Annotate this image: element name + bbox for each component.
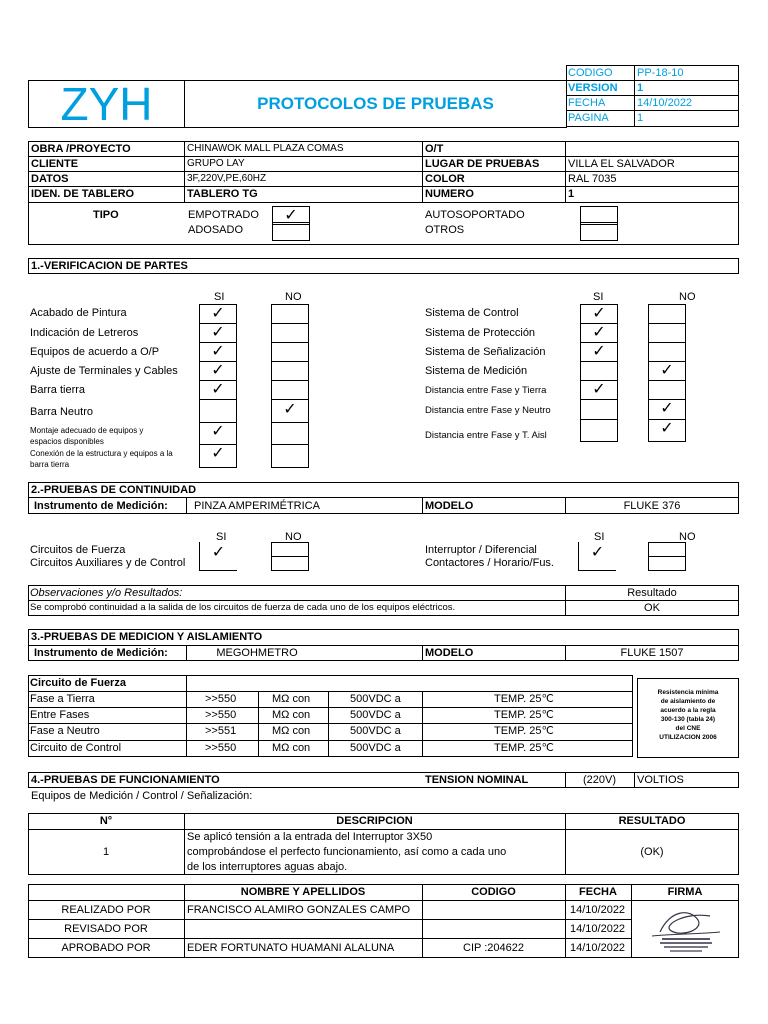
voltios-label: VOLTIOS [637, 774, 684, 786]
row-unit: MΩ con [272, 725, 311, 737]
section-4-title: 4.-PRUEBAS DE FUNCIONAMIENTO [31, 774, 220, 786]
color-value: RAL 7035 [568, 173, 617, 185]
adosado-checkbox[interactable] [272, 222, 310, 241]
si-sistema-senalizacion[interactable]: ✓ [580, 342, 618, 362]
row-name: Fase a Tierra [30, 693, 95, 705]
datos-value: 3F,220V,PE,60HZ [187, 173, 267, 184]
circuito-fuerza-label: Circuito de Fuerza [30, 677, 126, 689]
numero-value: 1 [568, 188, 575, 200]
no-barra-tierra[interactable] [271, 380, 309, 400]
si-header-right: SI [593, 291, 604, 303]
note-line: 300-130 (tabla 24) [660, 716, 716, 723]
no-sistema-medicion[interactable]: ✓ [648, 361, 686, 381]
row-volt: 500VDC a [350, 709, 401, 721]
descripcion-header: DESCRIPCION [336, 815, 413, 827]
no-distancia-neutro[interactable]: ✓ [648, 399, 686, 420]
row-value: >>550 [205, 709, 237, 721]
row-temp: TEMP. 25℃ [494, 709, 554, 721]
row-volt: 500VDC a [350, 693, 401, 705]
no-header-left: NO [285, 291, 302, 303]
nombre-value: FRANCISCO ALAMIRO GONZALES CAMPO [187, 904, 411, 916]
lugar-value: VILLA EL SALVADOR [568, 158, 675, 170]
codigo-header: CODIGO [471, 886, 516, 898]
resultado-label: Resultado [627, 587, 677, 599]
item-equipos: Equipos de acuerdo a O/P [30, 346, 160, 358]
row-unit: MΩ con [272, 742, 311, 754]
observaciones-label: Observaciones y/o Resultados: [30, 587, 183, 599]
page-title: PROTOCOLOS DE PRUEBAS [257, 94, 494, 113]
fecha-value: 14/10/2022 [570, 942, 626, 954]
si-conexion[interactable]: ✓ [199, 444, 237, 468]
instrumento-label: Instrumento de Medición: [34, 500, 168, 512]
no-equipos[interactable] [271, 342, 309, 362]
iden-value: TABLERO TG [187, 188, 258, 200]
row-temp: TEMP. 25℃ [494, 742, 554, 754]
item-sistema-medicion: Sistema de Medición [425, 365, 528, 377]
instrumento-label-3: Instrumento de Medición: [34, 647, 168, 659]
circuitos-auxiliares: Circuitos Auxiliares y de Control [30, 557, 186, 569]
row-volt: 500VDC a [350, 742, 401, 754]
row-name: Circuito de Control [30, 742, 122, 754]
rol-label: APROBADO POR [61, 942, 151, 954]
no-terminales[interactable] [271, 361, 309, 381]
item-terminales: Ajuste de Terminales y Cables [30, 365, 178, 377]
row-name: Fase a Neutro [30, 725, 100, 737]
si-montaje[interactable]: ✓ [199, 422, 237, 445]
datos-label: DATOS [31, 173, 69, 185]
nombre-value: EDER FORTUNATO HUAMANI ALALUNA [187, 942, 395, 954]
codigo-value: PP-18-10 [637, 67, 684, 79]
si-continuidad-fuerza[interactable]: ✓ [199, 542, 237, 571]
color-label: COLOR [425, 173, 465, 185]
no-sistema-control[interactable] [648, 304, 686, 324]
resultado-value: OK [644, 602, 660, 614]
descripcion-line: comprobándose el perfecto funcionamiento, así como a cada uno [187, 846, 507, 858]
no-header-right: NO [679, 531, 696, 543]
codigo-label: CODIGO [568, 67, 613, 79]
contactores: Contactores / Horario/Fus. [425, 557, 554, 569]
iden-label: IDEN. DE TABLERO [31, 188, 135, 200]
no-sistema-proteccion[interactable] [648, 323, 686, 343]
row-value: >>551 [205, 725, 237, 737]
row-unit: MΩ con [272, 709, 311, 721]
cliente-label: CLIENTE [31, 158, 79, 170]
descripcion-line: de los interruptores aguas abajo. [187, 861, 348, 873]
note-line: acuerdo a la regla [660, 707, 716, 714]
codigo-value: CIP :204622 [463, 942, 524, 954]
no-conexion[interactable] [271, 444, 309, 468]
rol-label: REALIZADO POR [61, 904, 151, 916]
no-barra-neutro[interactable]: ✓ [271, 399, 309, 423]
row-number: 1 [102, 846, 110, 858]
si-distancia-aisl[interactable] [580, 419, 618, 442]
version-value: 1 [637, 82, 644, 94]
si-barra-neutro[interactable] [199, 399, 237, 423]
no-header: NO [285, 531, 302, 543]
no-acabado[interactable] [271, 304, 309, 324]
item-sistema-control: Sistema de Control [425, 307, 519, 319]
row-value: >>550 [205, 693, 237, 705]
otros-checkbox[interactable] [580, 222, 618, 241]
item-conexion-2: barra tierra [30, 460, 70, 469]
si-header: SI [216, 531, 227, 543]
instrumento-value: PINZA AMPERIMÉTRICA [194, 500, 320, 512]
item-sistema-proteccion: Sistema de Protección [425, 327, 536, 339]
item-sistema-senalizacion: Sistema de Señalización [425, 346, 546, 358]
item-barra-tierra: Barra tierra [30, 384, 86, 396]
si-sistema-medicion[interactable] [580, 361, 618, 381]
item-montaje-1: Montaje adecuado de equipos y [30, 426, 144, 435]
ot-label: O/T [425, 143, 444, 155]
firma-header: FIRMA [667, 886, 703, 898]
item-conexion-1: Conexión de la estructura y equipos a la [30, 449, 173, 458]
item-barra-neutro: Barra Neutro [30, 406, 93, 418]
no-header-right: NO [679, 291, 696, 303]
signature-stamp [640, 904, 732, 956]
row-temp: TEMP. 25℃ [494, 725, 554, 737]
instrumento-value-3: MEGOHMETRO [216, 647, 298, 659]
row-unit: MΩ con [272, 693, 311, 705]
resultado-header: RESULTADO [618, 815, 686, 827]
resultado-value: (OK) [640, 846, 664, 858]
pagina-value: 1 [637, 112, 644, 124]
section-1-title: 1.-VERIFICACION DE PARTES [31, 260, 188, 272]
item-distancia-neutro: Distancia entre Fase y Neutro [425, 405, 551, 416]
interruptor-diferencial: Interruptor / Diferencial [425, 544, 537, 556]
si-sistema-proteccion[interactable]: ✓ [580, 323, 618, 343]
tipo-label: TIPO [93, 209, 119, 221]
si-terminales[interactable]: ✓ [199, 361, 237, 381]
pagina-label: PAGINA [568, 112, 609, 124]
note-line: Resistencia mínima [657, 689, 719, 696]
section-2-title: 2.-PRUEBAS DE CONTINUIDAD [31, 484, 197, 496]
row-name: Entre Fases [30, 709, 90, 721]
rol-label: REVISADO POR [64, 923, 148, 935]
observaciones-text: Se comprobó continuidad a la salida de los circuitos de fuerza de cada uno de los equipos eléctricos. [30, 602, 456, 613]
tension-label: TENSION NOMINAL [425, 774, 529, 786]
cliente-value: GRUPO LAY [187, 158, 245, 169]
note-line: del CNE [675, 725, 701, 732]
row-temp: TEMP. 25℃ [494, 693, 554, 705]
version-label: VERSION [568, 82, 618, 94]
empotrado-label: EMPOTRADO [188, 209, 259, 221]
obra-value: CHINAWOK MALL PLAZA COMAS [187, 143, 344, 154]
lugar-label: LUGAR DE PRUEBAS [425, 158, 540, 170]
otros-label: OTROS [425, 224, 465, 236]
fecha-header: FECHA [579, 886, 617, 898]
si-letreros[interactable]: ✓ [199, 323, 237, 343]
empotrado-checkbox[interactable]: ✓ [272, 206, 310, 225]
item-acabado: Acabado de Pintura [30, 307, 127, 319]
modelo-label: MODELO [425, 500, 474, 512]
no-distancia-aisl[interactable]: ✓ [648, 419, 686, 442]
modelo-value-3: FLUKE 1507 [620, 647, 684, 659]
fecha-value: 14/10/2022 [637, 97, 693, 109]
si-header-right: SI [594, 531, 605, 543]
n-header: N° [99, 815, 113, 827]
row-value: >>550 [205, 742, 237, 754]
numero-label: NUMERO [425, 188, 474, 200]
item-letreros: Indicación de Letreros [30, 327, 139, 339]
no-montaje[interactable] [271, 422, 309, 445]
obra-label: OBRA /PROYECTO [31, 143, 131, 155]
si-distancia-tierra[interactable]: ✓ [580, 380, 618, 400]
si-distancia-neutro[interactable] [580, 399, 618, 420]
item-distancia-tierra: Distancia entre Fase y Tierra [425, 385, 547, 396]
descripcion-line: Se aplicó tensión a la entrada del Interruptor 3X50 [187, 831, 433, 843]
item-distancia-aisl: Distancia entre Fase y T. Aisl [425, 430, 547, 441]
circuitos-fuerza: Circuitos de Fuerza [30, 544, 126, 556]
fecha-value: 14/10/2022 [570, 923, 626, 935]
si-sistema-control[interactable]: ✓ [580, 304, 618, 324]
si-continuidad-interruptor[interactable]: ✓ [578, 542, 616, 571]
autosoportado-label: AUTOSOPORTADO [425, 209, 525, 221]
tension-value: (220V) [582, 774, 617, 786]
note-line: UTILIZACION 2006 [659, 734, 717, 741]
logo: ZYH [60, 78, 153, 130]
modelo-value: FLUKE 376 [623, 500, 681, 512]
no-sistema-senalizacion[interactable] [648, 342, 686, 362]
si-equipos[interactable]: ✓ [199, 342, 237, 362]
si-header-left: SI [214, 291, 225, 303]
modelo-label-3: MODELO [425, 647, 474, 659]
no-letreros[interactable] [271, 323, 309, 343]
equipos-label: Equipos de Medición / Control / Señalización: [31, 790, 253, 802]
fecha-value: 14/10/2022 [570, 904, 626, 916]
fecha-label: FECHA [568, 97, 606, 109]
row-volt: 500VDC a [350, 725, 401, 737]
section-3-title: 3.-PRUEBAS DE MEDICION Y AISLAMIENTO [31, 631, 263, 643]
item-montaje-2: espacios disponibles [30, 437, 104, 446]
adosado-label: ADOSADO [188, 224, 244, 236]
si-barra-tierra[interactable]: ✓ [199, 380, 237, 400]
si-acabado[interactable]: ✓ [199, 304, 237, 324]
note-line: de aislamiento de [660, 698, 716, 705]
nombre-header: NOMBRE Y APELLIDOS [240, 886, 366, 898]
no-distancia-tierra[interactable] [648, 380, 686, 400]
